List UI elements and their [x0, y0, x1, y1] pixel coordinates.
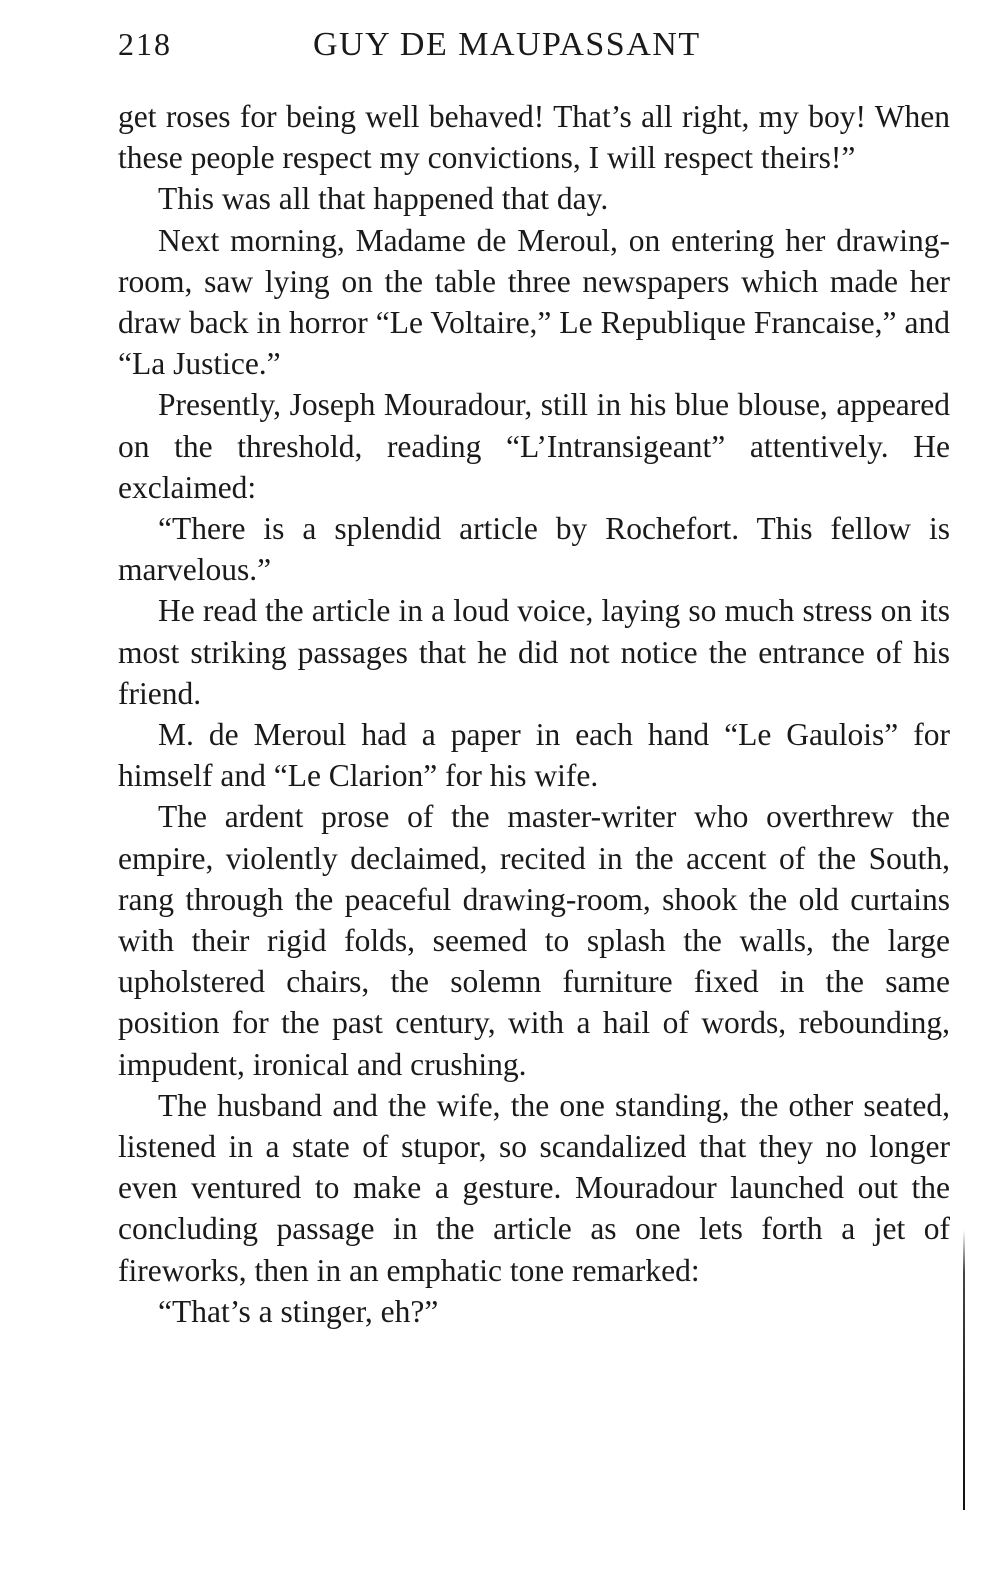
- paragraph: The husband and the wife, the one standing, the other seated, listened in a state of stupor, so scandalized that they no longer even ventured to make a gesture. Mouradour launched out the concluding passage in the article as one lets forth a jet of fireworks, then in an emphatic tone remarked:: [118, 1087, 950, 1288]
- paragraph: M. de Meroul had a paper in each hand “Le Gaulois” for himself and “Le Clarion” for his wife.: [118, 717, 950, 794]
- margin-rule: [963, 1230, 965, 1510]
- paragraph: “That’s a stinger, eh?”: [158, 1293, 439, 1329]
- running-head: GUY DE MAUPASSANT: [313, 26, 701, 63]
- paragraph: “There is a splendid article by Rochefort. This fellow is marvelous.”: [118, 511, 950, 588]
- paragraph: Next morning, Madame de Meroul, on entering her drawing-room, saw lying on the table three newspapers which made her draw back in horror “Le Voltaire,” Le Republique Francaise,” and “La Justice.”: [118, 222, 950, 382]
- page-header: [118, 22, 950, 72]
- body-text: [118, 96, 950, 1332]
- paragraph: The ardent prose of the master-writer who overthrew the empire, violently declaimed, recited in the accent of the South, rang through the peaceful drawing-room, shook the old curtains with their rigid folds, seemed to splash the walls, the large upholstered chairs, the solemn furniture fixed in the same position for the past century, with a hail of words, rebounding, impudent, ironical and crushing.: [118, 799, 950, 1082]
- paragraph: get roses for being well behaved! That’s all right, my boy! When these people respect my convictions, I will respect theirs!”: [118, 99, 950, 176]
- paragraph: Presently, Joseph Mouradour, still in his blue blouse, appeared on the threshold, reading “L’Intransigeant” attentively. He exclaimed:: [118, 387, 950, 505]
- paragraph: This was all that happened that day.: [158, 181, 609, 217]
- paragraph: He read the article in a loud voice, laying so much stress on its most striking passages that he did not notice the entrance of his friend.: [118, 593, 950, 711]
- page-number: 218: [118, 26, 172, 62]
